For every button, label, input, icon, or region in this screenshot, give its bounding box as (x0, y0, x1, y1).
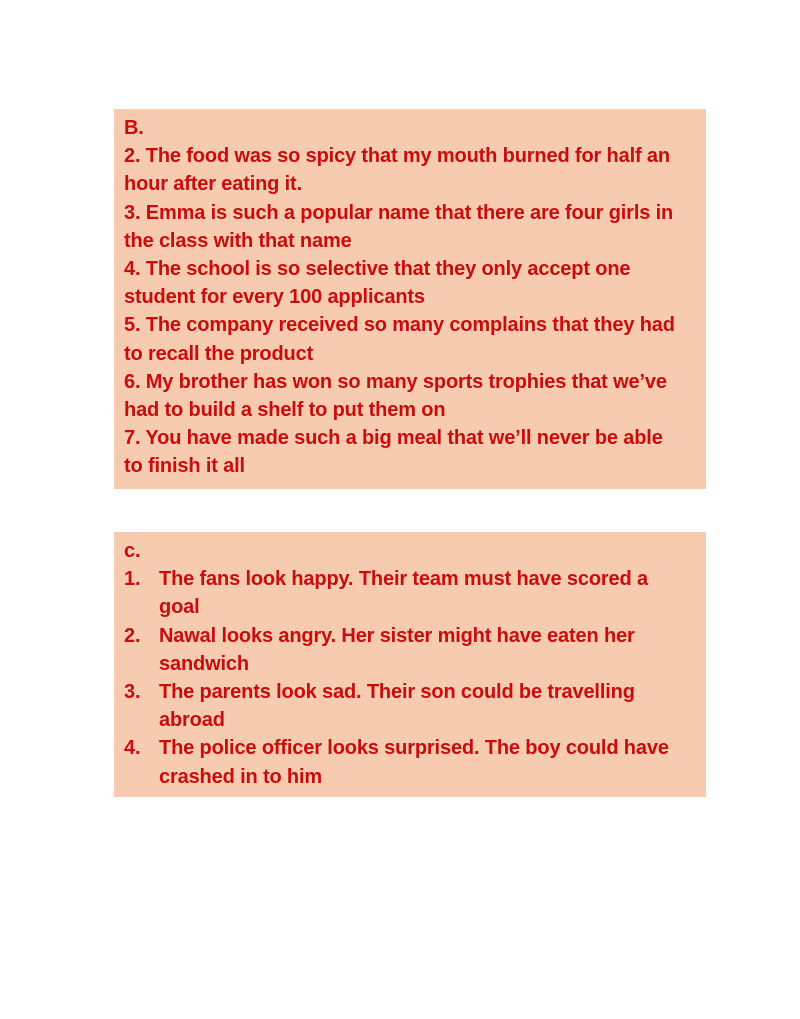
list-item (124, 678, 696, 734)
list-item-text (159, 622, 696, 678)
section-b-line: 6. My brother has won so many sports trophies that we’ve (124, 370, 667, 393)
list-item-number: 1. (124, 568, 141, 591)
list-item-line: crashed in to him (159, 765, 323, 788)
list-item-line: The police officer looks surprised. The boy could have (159, 737, 669, 760)
section-c-heading: c. (124, 540, 141, 562)
section-b-line: the class with that name (124, 229, 352, 252)
section-b-line: 5. The company received so many complains that they had (124, 314, 675, 337)
section-b-line: student for every 100 applicants (124, 286, 425, 309)
list-item-text (159, 678, 696, 734)
section-b-line: to recall the product (124, 342, 314, 365)
list-item-line: abroad (159, 709, 225, 732)
list-item (124, 565, 696, 621)
list-item-line: sandwich (159, 652, 249, 675)
section-b-box (114, 109, 706, 489)
list-item-line: goal (159, 596, 200, 619)
section-b-line: hour after eating it. (124, 173, 302, 196)
section-c-box (114, 532, 706, 797)
list-item-number: 4. (124, 737, 141, 760)
section-b-line: 2. The food was so spicy that my mouth burned for half an (124, 145, 670, 168)
list-item-line: The fans look happy. Their team must have scored a (159, 568, 648, 591)
section-b-line: 3. Emma is such a popular name that there are four girls in (124, 201, 674, 224)
list-item-text (159, 565, 696, 621)
section-b-heading: B. (124, 117, 144, 139)
section-b-line: 4. The school is so selective that they only accept one (124, 258, 631, 281)
section-b-line: to finish it all (124, 455, 245, 478)
section-b-line: had to build a shelf to put them on (124, 399, 446, 422)
list-item-line: Nawal looks angry. Her sister might have eaten her (159, 624, 635, 647)
list-item-text (159, 734, 696, 790)
list-item-line: The parents look sad. Their son could be travelling (159, 681, 635, 704)
list-item-number: 3. (124, 681, 141, 704)
section-b-line: 7. You have made such a big meal that we’ll never be able (124, 427, 663, 450)
list-item (124, 734, 696, 790)
list-item-number: 2. (124, 624, 141, 647)
list-item (124, 622, 696, 678)
